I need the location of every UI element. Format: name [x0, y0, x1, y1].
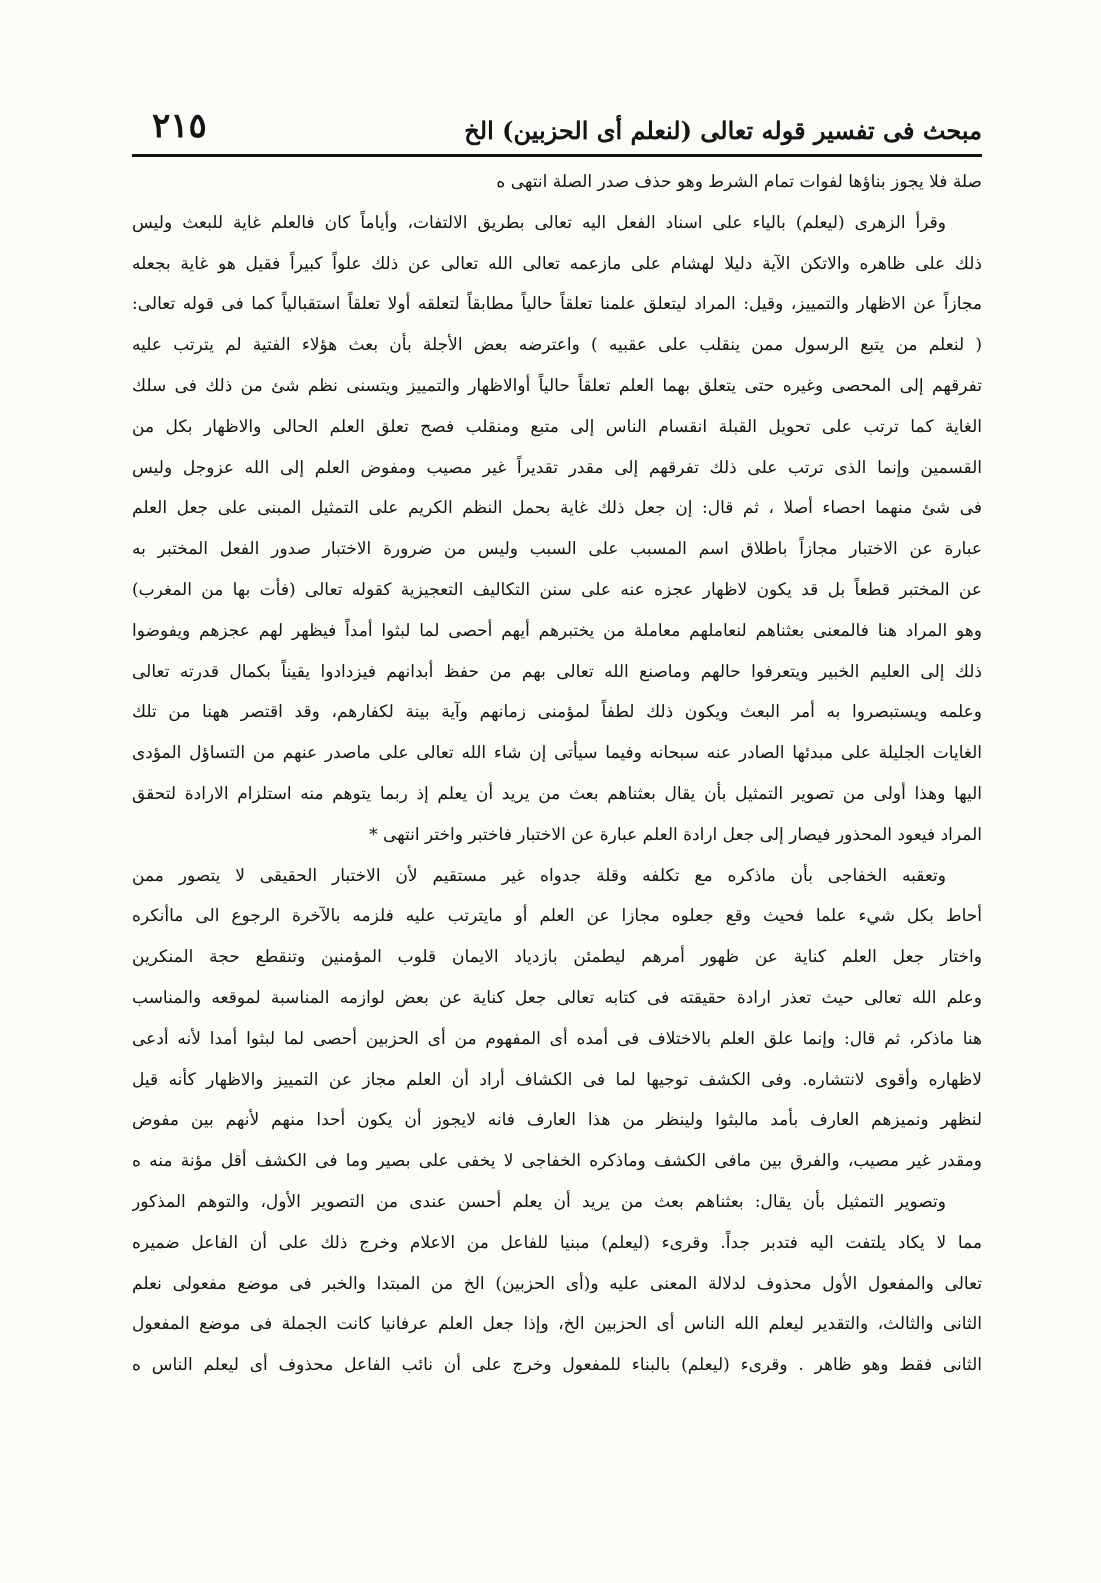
text-line: أحاط بكل شيء علما فحيث وقع جعلوه مجازا عن العلم أو مايترتب عليه فلزمه بالآخرة الرجوع الى ماأنكره [132, 906, 982, 927]
text-line: لنظهر ونميزهم العارف بأمد مالبثوا ولينظر من هذا العارف فانه لايجوز أن يكون أحدا منهم لأنهم بين مفوض [132, 1110, 982, 1131]
text-line: واختار جعل العلم كناية عن ظهور أمرهم ليطمئن بازدياد الايمان قلوب المؤمنين وتنقطع حجة المنكرين [132, 947, 982, 968]
running-title: مبحث فى تفسير قوله تعالى (لنعلم أى الحزبين) الخ [464, 116, 982, 145]
page-header [132, 106, 982, 154]
body-text [132, 162, 982, 1386]
text-line: صلة فلا يجوز بناؤها لفوات تمام الشرط وهو حذف صدر الصلة انتهى ه [496, 172, 982, 192]
text-line: عبارة عن الاختبار مجازاً باطلاق اسم المسبب على السبب وليس من ضرورة الاختبار صدور الفعل المختبر به [132, 539, 982, 560]
text-line: هنا ماذكر، ثم قال: وإنما علق العلم بالاختلاف فى أمده أى المفهوم من أى الحزبين أحصى لما لبثوا أمدا لأنه أدعى [132, 1028, 982, 1049]
text-line: تعالى والمفعول الأول محذوف لدلالة المعنى عليه و(أى الحزبين) الخ من المبتدا والخبر فى موضع مفعولى نعلم [132, 1273, 982, 1294]
text-line: وقرأ الزهرى (ليعلم) بالياء على اسناد الفعل اليه تعالى بطريق الالتفات، وأياماً كان فالعلم غاية للبعث وليس [132, 212, 946, 233]
text-line: عن المختبر قطعاً بل قد يكون لاظهار عجزه عنه على سنن التكاليف التعجيزية كقوله تعالى (فأت بها من المغرب) [132, 579, 982, 600]
text-line: وعلمه ويستبصروا به أمر البعث ويكون ذلك لطفاً لمؤمنى زمانهم وآية بينة لكفارهم، وقد اقتصر ههنا من تلك [132, 702, 982, 723]
text-line: فى شئ منهما احصاء أصلا ، ثم قال: إن جعل ذلك غاية بحمل النظم الكريم على التمثيل المبنى على جعل العلم [132, 498, 982, 519]
text-line: ( لنعلم من يتبع الرسول ممن ينقلب على عقبيه ) واعترضه بعض الأجلة بأن بعث هؤلاء الفتية لم يترتب عليه [132, 335, 982, 356]
text-line: الثانى والثالث، والتقدير ليعلم الله الناس أى الحزبين الخ، وإذا جعل العلم عرفانيا كانت الجملة فى موضع المفعول [132, 1314, 982, 1335]
text-line: الغايات الجليلة على مبدئها الصادر عنه سبحانه وفيما سيأتى إن شاء الله تعالى على ماصدر عنهم من التساؤل المؤدى [132, 743, 982, 764]
text-line: وهو المراد هنا فالمعنى بعثناهم لنعاملهم معاملة من يختبرهم أيهم أحصى لما لبثوا أمداً فيظهر لهم عجزهم ويفوضوا [132, 620, 982, 641]
text-line: تفرقهم إلى المحصى وغيره حتى يتعلق بهما العلم تعلقاً حالياً أوالاظهار والتمييز ويتسنى نظم شئ من ذلك فى سلك [132, 375, 982, 396]
text-line: وتصوير التمثيل بأن يقال: بعثناهم بعث من يريد أن يعلم أحسن عندى من التصوير الأول، والتوهم المذكور [132, 1191, 946, 1212]
text-line: مما لا يكاد يلتفت اليه فتدبر جداً. وقرىء (ليعلم) مبنيا للفاعل من الاعلام وخرج ذلك على أن الفاعل ضميره [132, 1232, 982, 1253]
text-line: الغاية كما ترتب على تحويل القبلة انقسام الناس إلى متبع ومنقلب فصح تعلق العلم الحالى والاظهار بكل من [132, 416, 982, 437]
text-line: وتعقبه الخفاجى بأن ماذكره مع تكلفه وقلة جدواه غير مستقيم لأن الاختبار الحقيقى لا يتصور ممن [132, 865, 946, 886]
text-line: اليها وهذا أولى من تصوير التمثيل بأن يقال بعثناهم بعث من يريد أن يعلم إذ ربما يتوهم منه استلزام الارادة لتحقق [132, 783, 982, 804]
header-divider [132, 154, 982, 157]
text-line: ذلك على ظاهره والاتكن الآية دليلا لهشام على مازعمه تعالى الله تعالى عن ذلك علواً كبيراً فقيل هو غاية بجعله [132, 253, 982, 274]
page-number: ٢١٥ [152, 106, 207, 146]
text-line: المراد فيعود المحذور فيصار إلى جعل ارادة العلم عبارة عن الاختبار فاختبر واختر انتهى * [369, 824, 982, 845]
text-line: ومقدر غير مصيب، والفرق بين مافى الكشف وماذكره الخفاجى لا يخفى على بصير وما فى الكشف أقل مؤنة منه ه [132, 1151, 982, 1172]
text-line: مجازاً عن الاظهار والتمييز، وقيل: المراد ليتعلق علمنا تعلقاً حالياً مطابقاً لتعلقه أولا تعلقاً استقبالياً كما فى قوله تعالى: [132, 294, 982, 315]
text-line: لاظهاره وأقوى لانتشاره. وفى الكشف توجيها لما فى الكشاف أراد أن العلم مجاز عن التمييز والاظهار كأنه قيل [132, 1069, 982, 1090]
text-line: ذلك إلى العليم الخبير ويتعرفوا حالهم وماصنع الله تعالى بهم من حفظ أبدانهم فيزدادوا يقيناً بكمال قدرته تعالى [132, 661, 982, 682]
text-line: الثانى فقط وهو ظاهر . وقرىء (ليعلم) بالبناء للمفعول وخرج على أن نائب الفاعل محذوف أى ليعلم الناس ه [132, 1355, 982, 1376]
text-line: القسمين وإنما الذى ترتب على ذلك تفرقهم إلى مقدر تقديراً غير مصيب ومفوض العلم إلى الله عزوجل وليس [132, 457, 982, 478]
text-line: وعلم الله تعالى حيث تعذر ارادة حقيقته فى كتابه تعالى جعل كناية عن بعض لوازمه المناسبة لموقعه والمناسب [132, 987, 982, 1008]
